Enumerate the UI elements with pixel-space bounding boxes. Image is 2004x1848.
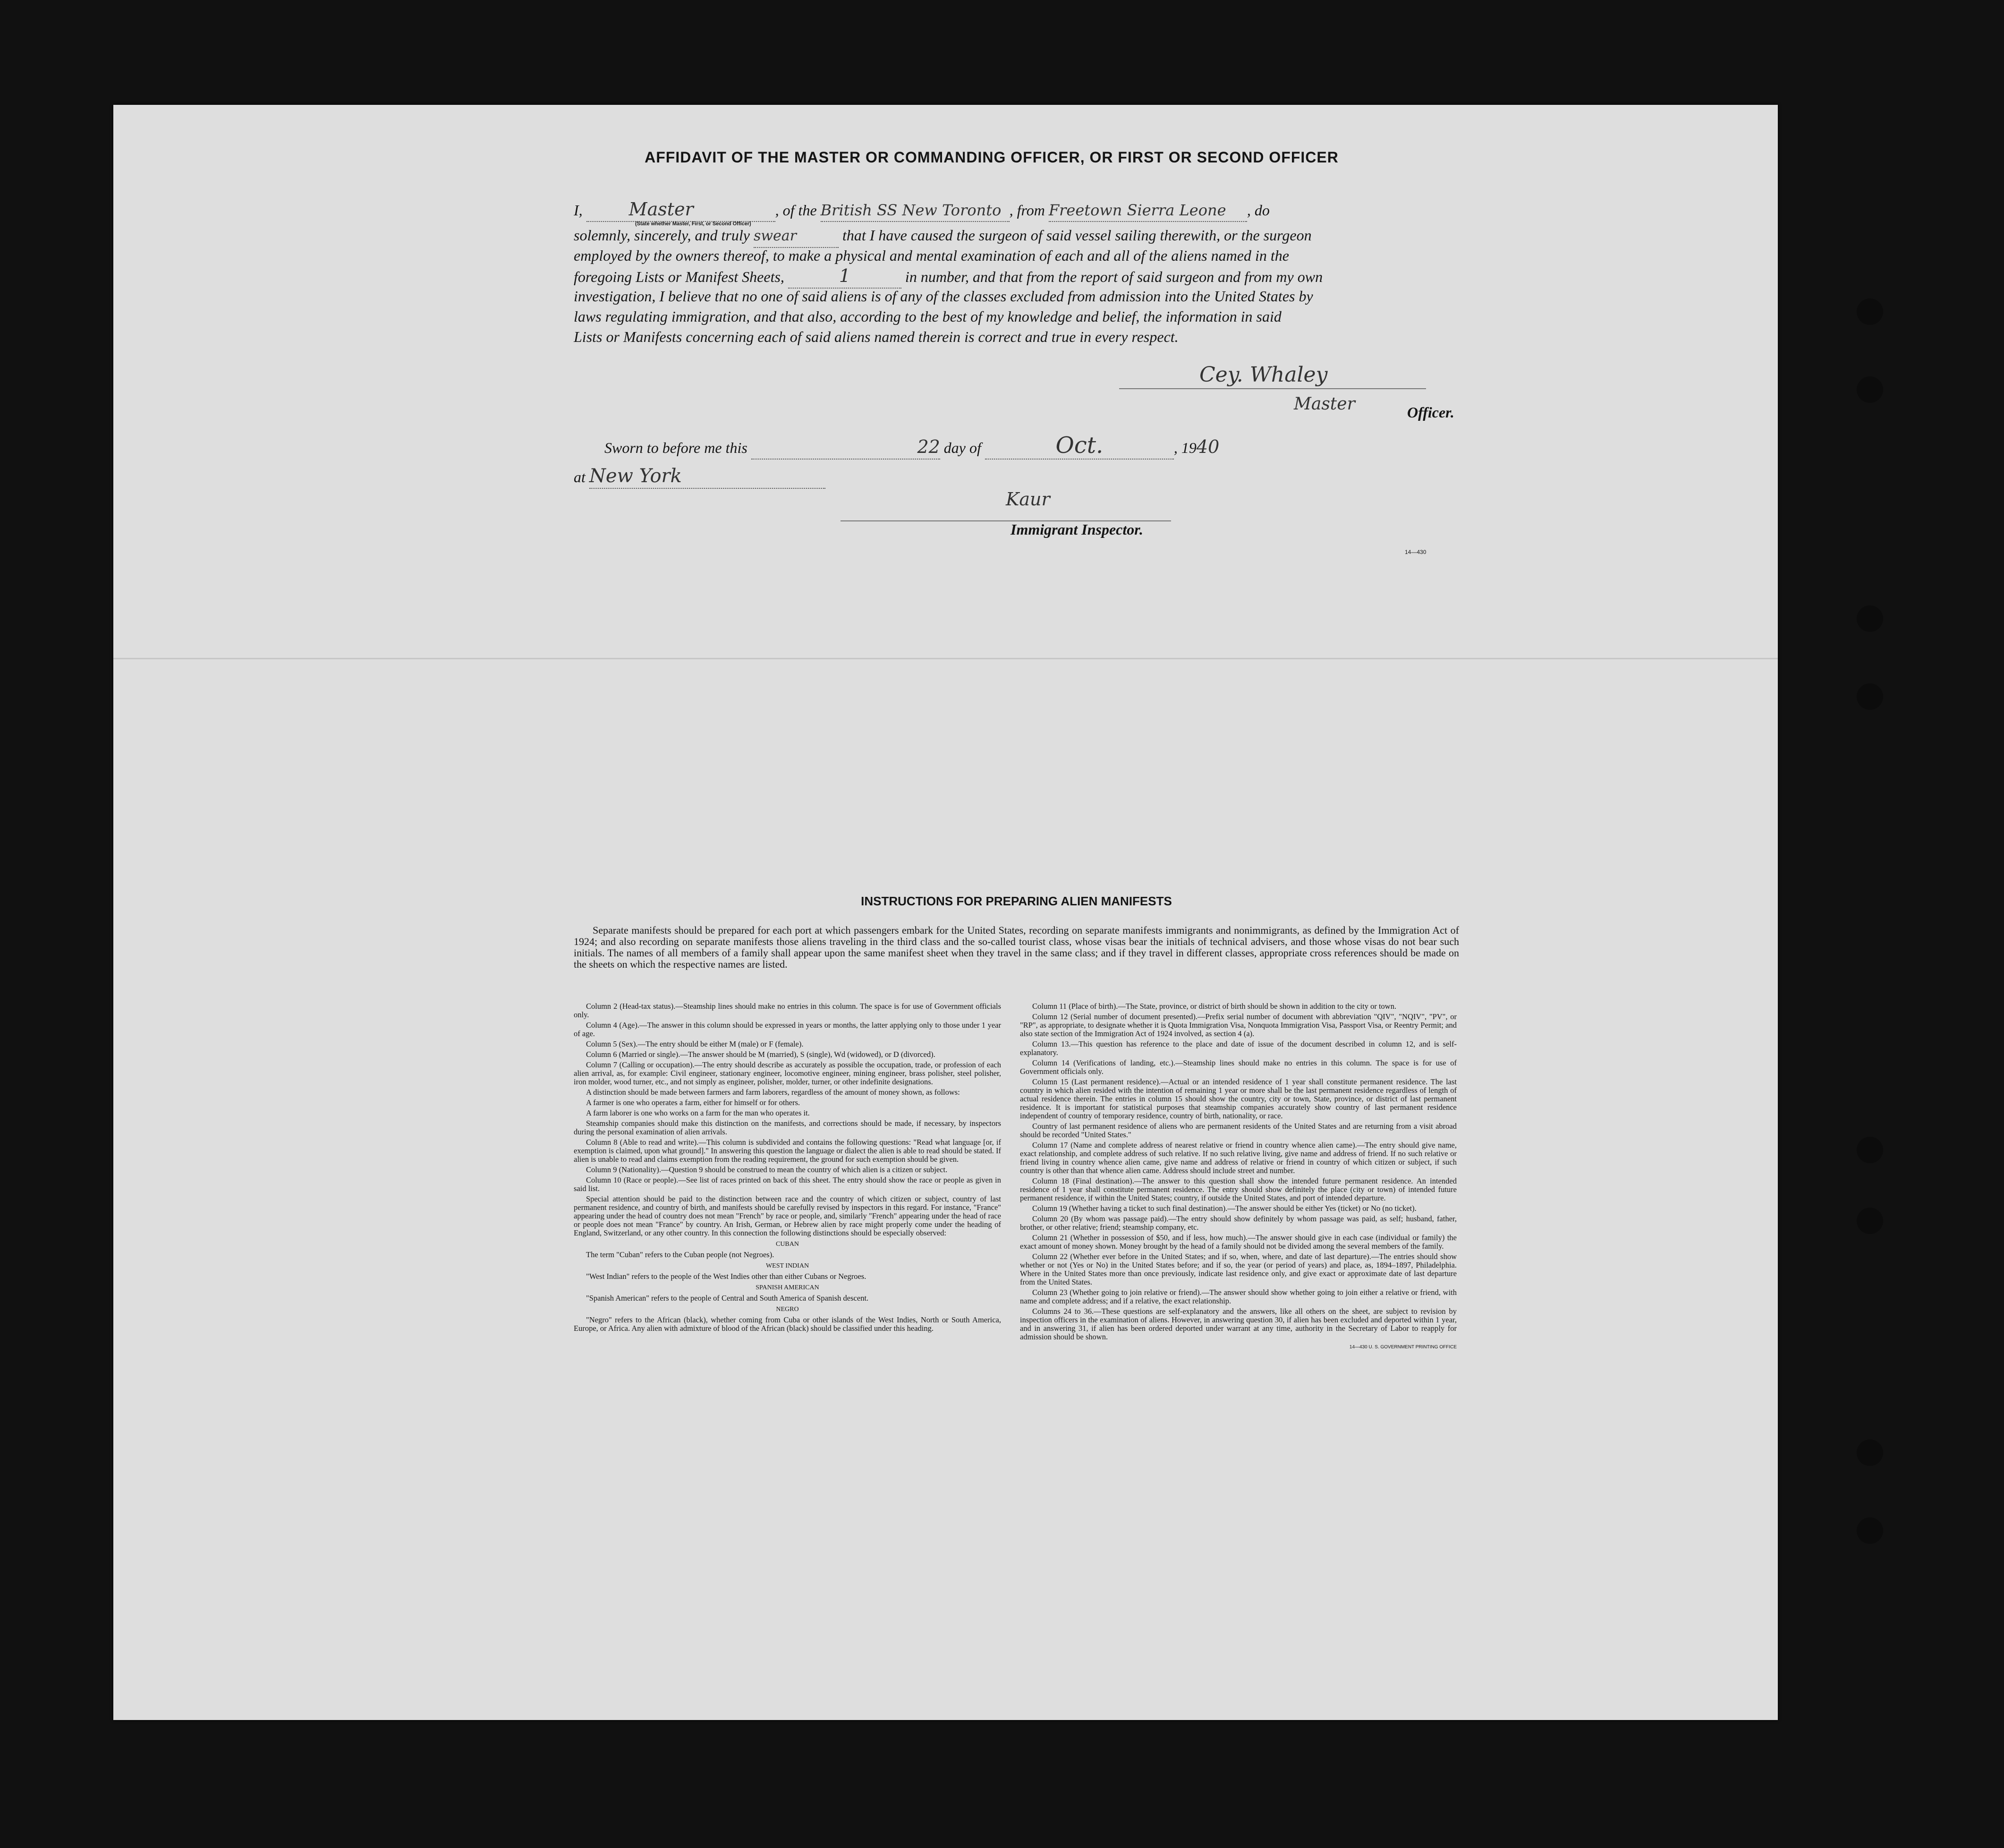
- instructions-title: INSTRUCTIONS FOR PREPARING ALIEN MANIFESTS: [861, 894, 1172, 908]
- inspector-signature: Kaur: [1006, 489, 1050, 510]
- sheets-handwritten: 1: [839, 265, 851, 286]
- right-para: Column 21 (Whether in possession of $50, and if less, how much).—The answer should give in each case (individual or family) the exact amount of money shown. Money brought by the head of a family should not be divided among the several members of the family.: [1020, 1233, 1457, 1251]
- do-label: , do: [1247, 202, 1270, 219]
- left-para: Column 8 (Able to read and write).—This column is subdivided and contains the following questions: "Read what language [or, if exemption is claimed, upon what ground]." In answering this question the language or dialect the alien is able to read should be stated. If alien is unable to read and claims exemption from the reading requirement, the ground for such exemption should be given.: [574, 1138, 1001, 1164]
- right-para: Columns 24 to 36.—These questions are self-explanatory and the answers, like all others on the sheet, are subject to revision by inspection officers in the examination of aliens. However, in answering question 30, if alien has been excluded and deported within 1 year, and in answering 31, if alien has been ordered deported under warrant at any time, authority in the Secretary of Labor to reapply for admission should be shown.: [1020, 1307, 1457, 1341]
- negro-definition: "Negro" refers to the African (black), whether coming from Cuba or other islands of the West Indies, North or South America, Europe, or Africa. Any alien with admixture of blood of the African (black) should be classified under this heading.: [574, 1315, 1001, 1333]
- swear-handwritten: swear: [753, 228, 797, 244]
- spanish-american-definition: "Spanish American" refers to the people of Central and South America of Spanish descent.: [586, 1294, 869, 1303]
- day-of-label: day of: [943, 439, 981, 456]
- right-para: Country of last permanent residence of aliens who are permanent residents of the United States and are returning from a visit abroad should be recorded "United States.": [1020, 1122, 1457, 1139]
- right-para: Column 20 (By whom was passage paid).—The entry should show definitely by whom passage was paid, as self; husband, father, brother, or other relative; friend; steamship company, etc.: [1020, 1214, 1457, 1232]
- instructions-intro: Separate manifests should be prepared for each port at which passengers embark for the United States, recording on separate manifests immigrants and nonimmigrants, as defined by the Immigration Act of 1924; and also recording on separate manifests those aliens traveling in the third class and the so-called tourist class, whose visas bear the initials of technical advisers, and those whose visas do not bear such initials. The names of all members of a family shall appear upon the same manifest sheet when they travel in the same class; and if they travel in different classes, appropriate cross references should be made on the sheets on which the respective names are listed.: [574, 924, 1459, 970]
- left-para: A farm laborer is one who works on a farm for the man who operates it.: [586, 1108, 810, 1117]
- affidavit-line-1: [574, 198, 1270, 222]
- year-prefix: , 19: [1173, 439, 1197, 456]
- left-para: Column 9 (Nationality).—Question 9 should be construed to mean the country of which alien is a citizen or subject.: [586, 1165, 948, 1174]
- vessel-field: [821, 199, 1010, 222]
- affidavit-line-5: investigation, I believe that no one of said aliens is of any of the classes excluded from admission into the United States by: [574, 288, 1313, 305]
- right-para: Column 12 (Serial number of document presented).—Prefix serial number of document with abbreviation "QIV", "NQIV", "PV", or "RP", as appropriate, to designate whether it is Quota Immigration Visa, Nonquota Immigration Visa, Passport Visa, or Reentry Permit; and also state section of the Immigration Act of 1924 involved, as section 4 (a).: [1020, 1012, 1457, 1038]
- fold-crease: [113, 658, 1778, 659]
- port-handwritten: Freetown Sierra Leone: [1048, 201, 1226, 219]
- line2-pre: solemnly, sincerely, and truly: [574, 227, 750, 244]
- rank-caption: (State whether Master, First, or Second Officer): [635, 221, 751, 227]
- binder-hole: [1857, 1137, 1883, 1163]
- left-para: Column 6 (Married or single).—The answer should be M (married), S (single), Wd (widowed), or D (divorced).: [586, 1050, 935, 1059]
- affidavit-title: AFFIDAVIT OF THE MASTER OR COMMANDING OFFICER, OR FIRST OR SECOND OFFICER: [645, 149, 1339, 166]
- place-field: [589, 465, 825, 489]
- left-para: Column 2 (Head-tax status).—Steamship lines should make no entries in this column. The space is for use of Government officials only.: [574, 1002, 1001, 1019]
- binder-hole: [1857, 376, 1883, 403]
- day-field: [751, 436, 940, 460]
- inspector-label: Immigrant Inspector.: [1010, 521, 1143, 538]
- cuban-definition: The term "Cuban" refers to the Cuban people (not Negroes).: [586, 1250, 774, 1259]
- sworn-pre: Sworn to before me this: [604, 439, 747, 456]
- right-para: Column 23 (Whether going to join relative or friend).—The answer should show whether going to join either a relative or friend, with name and complete address; and if a relative, the exact relationship.: [1020, 1288, 1457, 1305]
- binder-hole: [1857, 1517, 1883, 1544]
- left-para: A distinction should be made between farmers and farm laborers, regardless of the amount of money shown, as follows:: [586, 1088, 960, 1097]
- west-indian-definition: "West Indian" refers to the people of the West Indies other than either Cubans or Negroes.: [586, 1272, 866, 1281]
- month-field: [985, 434, 1174, 460]
- rank-field: [586, 198, 775, 222]
- binder-hole: [1857, 298, 1883, 325]
- binder-hole: [1857, 1208, 1883, 1234]
- right-para: Column 15 (Last permanent residence).—Actual or an intended residence of 1 year shall constitute permanent residence. The last country in which alien resided with the intention of remaining 1 year or more shall be the last permanent residence regardless of length of actual residence therein. The entries in column 15 should show the country, city or town, State, province, or district of last permanent residence. It is important for statistical purposes that steamship companies accurately show country of last permanent residence independent of country of temporary residence, country of birth, nationality, or race.: [1020, 1077, 1457, 1120]
- right-para: Column 22 (Whether ever before in the United States; and if so, when, where, and date of last departure).—The entries should show whether or not (Yes or No) in the United States before; and if so, the year (or period of years) and place, as, 1894–1897, Philadelphia. Where in the United States more than once previously, indicate last residence only, and give exact or approximate date of last departure from the United States.: [1020, 1252, 1457, 1286]
- left-para: Steamship companies should make this distinction on the manifests, and corrections should be made, if necessary, by inspectors during the personal examination of alien arrivals.: [574, 1119, 1001, 1136]
- year-handwritten: 40: [1196, 436, 1220, 457]
- binder-hole: [1857, 605, 1883, 632]
- left-para: Column 10 (Race or people).—See list of races printed on back of this sheet. The entry should show the race or people as given in said list.: [574, 1175, 1001, 1193]
- affidavit-line-6: laws regulating immigration, and that also, according to the best of my knowledge and belief, the information in said: [574, 308, 1282, 325]
- gpo-imprint: 14—430 U. S. GOVERNMENT PRINTING OFFICE: [1349, 1345, 1457, 1350]
- heading-cuban: CUBAN: [775, 1241, 799, 1248]
- form-number: 14—430: [1405, 549, 1427, 555]
- instructions-right-column: [1020, 1002, 1457, 1352]
- port-field: [1049, 199, 1247, 222]
- heading-west-indian: WEST INDIAN: [765, 1262, 809, 1269]
- right-para: Column 14 (Verifications of landing, etc.).—Steamship lines should make no entries in this column. The space is for use of Government officials only.: [1020, 1058, 1457, 1076]
- month-handwritten: Oct.: [1055, 432, 1104, 459]
- officer-rank-handwritten: Master: [1294, 394, 1355, 414]
- from-label: , from: [1009, 202, 1045, 219]
- instructions-left-column: [574, 1002, 1001, 1335]
- left-para: Special attention should be paid to the distinction between race and the country of which citizen or subject, country of last permanent residence, and country of birth, and manifests should be carefully revised by inspectors in this regard. For instance, "France" appearing under the head of country does not mean "French" by race or people, and, similarly "French" appearing under the head of race or people does not mean "France" by country. An Irish, German, or Hebrew alien by race might properly come under the heading of England, Switzerland, or any other country. In this connection the following distinctions should be especially observed:: [574, 1194, 1001, 1237]
- binder-hole: [1857, 683, 1883, 710]
- right-para: Column 18 (Final destination).—The answer to this question shall show the intended future permanent residence. An intended residence of 1 year shall constitute permanent residence. The entry should show definitely the place (city or town) of intended future permanent residence, if within the United States; country, if outside the United States, and port of intended departure.: [1020, 1176, 1457, 1202]
- rank-handwritten: Master: [628, 199, 694, 220]
- left-para: A farmer is one who operates a farm, either for himself or for others.: [586, 1098, 800, 1107]
- pronoun-i: I,: [574, 202, 583, 219]
- left-para: Column 4 (Age).—The answer in this column should be expressed in years or months, the latter applying only to those under 1 year of age.: [574, 1021, 1001, 1038]
- signature-line: [1119, 388, 1426, 389]
- line2-post: that I have caused the surgeon of said vessel sailing therewith, or the surgeon: [842, 227, 1312, 244]
- line4-pre: foregoing Lists or Manifest Sheets,: [574, 268, 784, 285]
- place-handwritten: New York: [589, 465, 682, 487]
- left-para: Column 7 (Calling or occupation).—The entry should describe as accurately as possible the occupation, trade, or profession of each alien arrival, as, for example: Civil engineer, stationary engineer, locomotive engineer, mining engineer, brass polisher, steel polisher, iron molder, wood turner, etc., and not simply as engineer, polisher, molder, turner, or other indefinite designations.: [574, 1060, 1001, 1086]
- day-handwritten: 22: [917, 436, 940, 457]
- right-para: Column 17 (Name and complete address of nearest relative or friend in country whence alien came).—The entry should give name, exact relationship, and complete address of such relative. If no such relative living, give name and address of friend. If no such relative or friend living in country whence alien came, give name and address of relative or friend in country of which citizen or subject, if such country is other than that whence alien came. Address should include street and number.: [1020, 1141, 1457, 1175]
- vessel-handwritten: British SS New Toronto: [820, 201, 1002, 219]
- right-para: Column 11 (Place of birth).—The State, province, or district of birth should be shown in addition to the city or town.: [1032, 1002, 1397, 1011]
- sworn-line: [604, 434, 1219, 460]
- place-line: [574, 465, 825, 489]
- heading-spanish-american: SPANISH AMERICAN: [756, 1284, 819, 1291]
- line4-post: in number, and that from the report of said surgeon and from my own: [905, 268, 1323, 285]
- at-label: at: [574, 468, 586, 485]
- left-para: Column 5 (Sex).—The entry should be either M (male) or F (female).: [586, 1039, 804, 1048]
- officer-label: Officer.: [1407, 404, 1454, 421]
- heading-negro: NEGRO: [776, 1306, 799, 1313]
- affidavit-line-3: employed by the owners thereof, to make a physical and mental examination of each and all of the aliens named in the: [574, 247, 1289, 264]
- master-signature: Cey. Whaley: [1199, 363, 1328, 387]
- right-para: Column 13.—This question has reference to the place and date of issue of the document described in column 12, and is self-explanatory.: [1020, 1039, 1457, 1057]
- binder-hole: [1857, 1439, 1883, 1466]
- of-the-label: , of the: [775, 202, 817, 219]
- right-para: Column 19 (Whether having a ticket to such final destination).—The answer should be either Yes (ticket) or No (no ticket).: [1032, 1204, 1417, 1213]
- affidavit-line-7: Lists or Manifests concerning each of said aliens named therein is correct and true in every respect.: [574, 328, 1179, 345]
